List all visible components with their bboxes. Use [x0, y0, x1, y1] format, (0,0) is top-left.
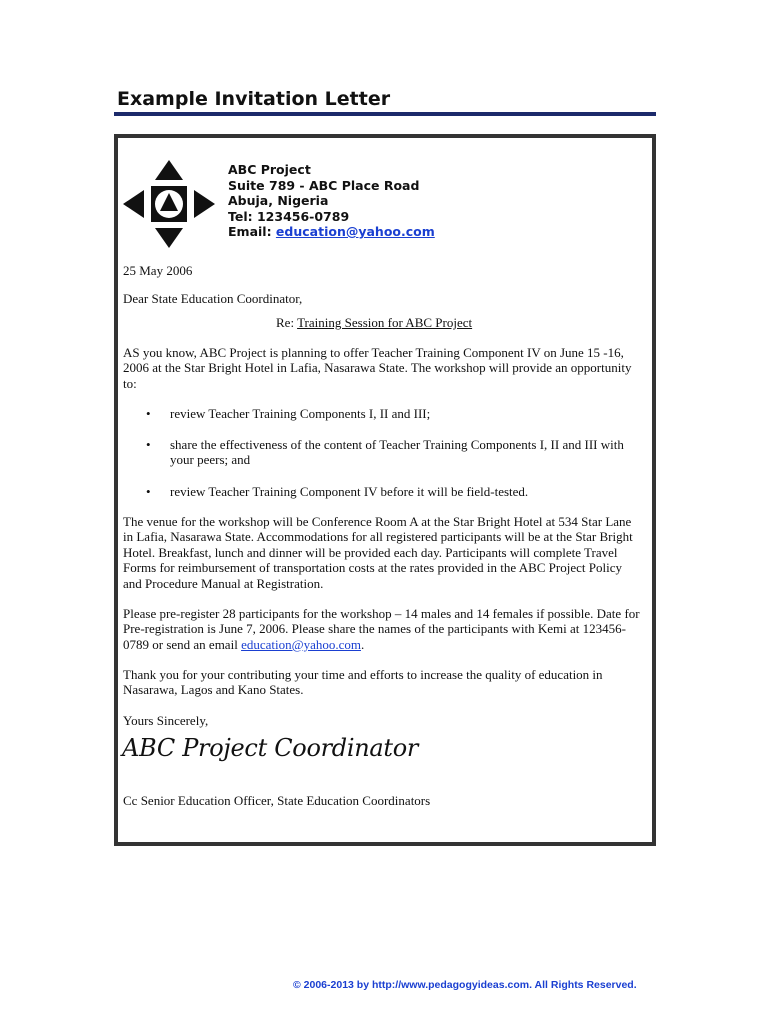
footer-copyright: © 2006-2013 by http://www.pedagogyideas.com. All Rights Reserved. — [293, 979, 637, 991]
signature: ABC Project Coordinator — [122, 734, 419, 762]
re-prefix: Re: — [276, 315, 298, 330]
registration-end: . — [360, 636, 365, 652]
org-email-label: Email: — [228, 224, 276, 239]
re-line — [276, 315, 472, 330]
paragraph-thanks: Thank you for your contributing your time and efforts to increase the quality of education in Nasarawa, Lagos and Kano States. — [123, 667, 603, 698]
paragraph-registration — [123, 606, 643, 652]
bullet-marker: • — [146, 437, 151, 452]
registration-email-link[interactable]: education@yahoo.com — [241, 636, 361, 652]
closing: Yours Sincerely, — [123, 713, 209, 728]
letter-date: 25 May 2006 — [123, 263, 193, 278]
registration-text: Please pre-register 28 participants for the workshop – 14 males and 14 females if possible. Date for Pre-registration is June 7, 2006. Please share the names of the participants with Kemi at 123456-0789 or send an email — [123, 606, 640, 652]
org-email-line — [228, 224, 435, 240]
paragraph-intro: AS you know, ABC Project is planning to offer Teacher Training Component IV on June 15 -16, 2006 at the Star Bright Hotel in Lafia, Nasarawa State. The workshop will provide an opportunity to: — [123, 345, 632, 391]
paragraph-venue: The venue for the workshop will be Conference Room A at the Star Bright Hotel at 534 Star Lane in Lafia, Nasarawa State. Accommodations for all registered participants will be at the Star Bright Hotel. Breakfast, lunch and dinner will be provided each day. Participants will complete Travel Forms for reimbursement of transportation costs at the rates provided in the ABC Project Policy and Procedure Manual at Registration. — [123, 514, 633, 591]
org-tel: Tel: 123456-0789 — [228, 208, 350, 224]
abc-project-logo-icon — [123, 160, 215, 248]
re-subject: Training Session for ABC Project — [297, 315, 473, 330]
org-address-block — [228, 162, 435, 240]
cc-line: Cc Senior Education Officer, State Education Coordinators — [123, 793, 431, 808]
title-rule — [114, 112, 656, 116]
bullet-item: review Teacher Training Component IV before it will be field-tested. — [170, 484, 529, 499]
salutation: Dear State Education Coordinator, — [123, 291, 303, 306]
org-address-line2: Abuja, Nigeria — [228, 193, 329, 208]
bullet-item: review Teacher Training Components I, II and III; — [170, 406, 431, 421]
bullet-item: share the effectiveness of the content of Teacher Training Components I, II and III with your peers; and — [170, 437, 624, 468]
org-address-line1: Suite 789 - ABC Place Road — [228, 177, 420, 193]
bullet-marker: • — [146, 406, 151, 421]
org-email-link[interactable]: education@yahoo.com — [275, 224, 435, 239]
bullet-marker: • — [146, 484, 151, 499]
page-title: Example Invitation Letter — [117, 88, 391, 110]
org-name: ABC Project — [228, 162, 311, 177]
